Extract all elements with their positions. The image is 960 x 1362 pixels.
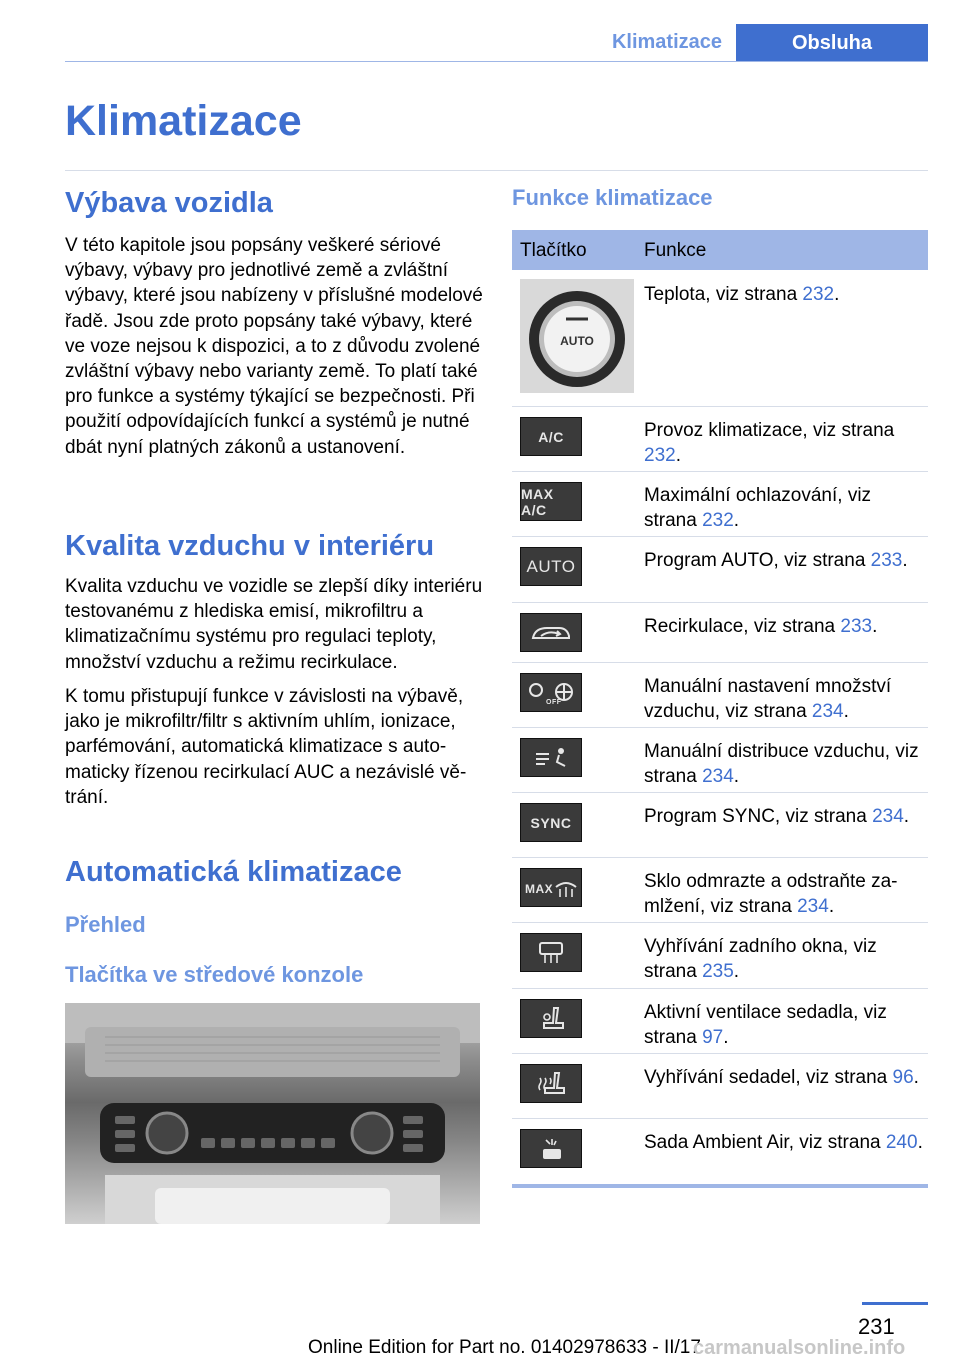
table-header (512, 230, 928, 270)
button-label: AUTO (526, 556, 576, 576)
page-reference-link[interactable]: 233 (870, 550, 903, 571)
heading-tlacitka: Tlačítka ve středové konzole (65, 962, 364, 987)
sentence-end: . (733, 766, 740, 788)
table-row (512, 922, 928, 989)
function-description (644, 548, 924, 573)
max-defrost-icon (520, 868, 582, 907)
function-text: Program AUTO, viz strana (644, 550, 871, 571)
fan-speed-icon (520, 673, 582, 712)
recirculation-icon (520, 613, 582, 652)
svg-text:MAX: MAX (525, 881, 554, 896)
table-row (512, 471, 928, 537)
col-function-header: Funkce (644, 240, 707, 261)
function-description (644, 804, 924, 829)
page-title: Klimatizace (65, 97, 302, 145)
function-text: Vyhřívání zadního okna, viz strana (644, 936, 877, 983)
paragraph-vybava: V této kapitole jsou popsány veškeré sériové výbavy, výbavy pro jednotlivé země a zvláštní výbavy, které jsou nabízeny v příslušné modelové řadě. Jsou zde proto popsány také výbavy, které ve voze nejsou k dispozici, a to z důvodu zvolené zvláštní výbavy nebo varianty země. To platí také pro funkce a systémy týkající se bezpečnosti. Při použití odpovídajících funkcí a systémů je nutné dbát nyní platných zákonů a ustanovení. (65, 235, 483, 458)
function-description (644, 282, 924, 307)
page-reference-link[interactable]: 234 (811, 701, 844, 723)
table-row (512, 1053, 928, 1119)
page-reference-link[interactable]: 232 (802, 284, 835, 305)
page-reference-link[interactable]: 234 (872, 806, 904, 827)
function-text: Aktivní ventilace sedadla, viz strana (644, 1002, 887, 1049)
watermark: carmanualsonline.info (693, 1337, 906, 1359)
table-row (512, 602, 928, 663)
page-number-rule (862, 1302, 928, 1305)
function-description (644, 1065, 924, 1090)
ac-button-icon (520, 417, 582, 456)
button-label: MAX A/C (521, 485, 554, 518)
page-reference-link[interactable]: 235 (702, 961, 734, 983)
function-text: Provoz klimatizace, viz strana (644, 420, 895, 441)
sentence-end: . (917, 1132, 923, 1153)
function-text: Sklo odmrazte a odstraňte zamlžení, viz strana (644, 871, 898, 918)
header-section-label: Klimatizace (611, 31, 723, 53)
button-label: A/C (538, 428, 564, 445)
sentence-end: . (872, 616, 878, 637)
function-text: Teplota, viz strana (644, 284, 803, 305)
sentence-end: . (902, 550, 908, 571)
function-description (644, 869, 924, 920)
sentence-end: . (903, 806, 910, 827)
paragraph-kvalita-2: K tomu přistupují funkce v závislosti na výbavě, jako je mikrofiltr/filtr s aktivním uhlím, ionizace, parfémování, automatická klimatizace s automaticky řízenou recirkulací AUC a nezávislé větrání. (65, 686, 467, 808)
function-text: Recirkulace, viz strana (644, 616, 841, 637)
function-text: Manuální distribuce vzduchu, viz strana (644, 741, 919, 788)
svg-text:OFF: OFF (546, 698, 562, 706)
function-description (644, 1000, 924, 1051)
function-text: Program SYNC, viz strana (644, 806, 873, 827)
page-reference-link[interactable]: 234 (797, 896, 829, 918)
table-row (512, 792, 928, 858)
ambient-air-icon (520, 1129, 582, 1168)
page-reference-link[interactable]: 240 (885, 1132, 918, 1153)
function-text: Maximální ochlazování, viz strana (644, 485, 872, 532)
heading-automaticka: Automatická klimatizace (65, 856, 402, 888)
sentence-end: . (843, 701, 849, 723)
table-row (512, 662, 928, 728)
page-reference-link[interactable]: 234 (702, 766, 734, 788)
function-description (644, 418, 924, 469)
paragraph-kvalita-1: Kvalita vzduchu ve vozidle se zlepší díky interiéru testovanému z hlediska emisí, mikrofiltru a klimatizačnímu systému pro regulaci teploty, množství vzduchu a režimu recirkulace. (65, 576, 483, 673)
edition-note: Online Edition for Part no. 01402978633 - II/17 (308, 1337, 701, 1358)
sentence-end: . (675, 445, 681, 467)
header-rule (65, 61, 928, 62)
page-reference-link[interactable]: 97 (702, 1027, 724, 1049)
sentence-end: . (733, 510, 740, 532)
table-row (512, 406, 928, 472)
col-button-header: Tlačítko (520, 240, 587, 261)
table-row (512, 988, 928, 1054)
function-text: Manuální nastavení množství vzduchu, viz strana (644, 676, 892, 723)
seat-heating-icon (520, 1064, 582, 1103)
sentence-end: . (913, 1067, 919, 1088)
function-text: Vyhřívání sedadel, viz strana (644, 1067, 893, 1088)
rear-defrost-icon (520, 933, 582, 972)
table-end-rule (512, 1184, 928, 1188)
title-separator (65, 170, 928, 171)
max-ac-button-icon (520, 482, 582, 521)
table-row (512, 536, 928, 603)
button-label: SYNC (530, 814, 572, 831)
function-description (644, 934, 924, 985)
sentence-end: . (828, 896, 835, 918)
center-console-photo (65, 1003, 480, 1224)
function-description (644, 1130, 924, 1155)
svg-text:AUTO: AUTO (560, 334, 594, 348)
page-reference-link[interactable]: 232 (702, 510, 734, 532)
table-row (512, 857, 928, 923)
air-distribution-icon (520, 738, 582, 777)
header-chapter-label: Obsluha (736, 24, 928, 62)
heading-kvalita: Kvalita vzduchu v interiéru (65, 530, 435, 562)
function-text: Sada Ambient Air, viz strana (644, 1132, 886, 1153)
page-reference-link[interactable]: 233 (840, 616, 873, 637)
page-number: 231 (858, 1314, 895, 1339)
page-reference-link[interactable]: 96 (892, 1067, 914, 1088)
function-description (644, 674, 924, 725)
table-row (512, 1118, 928, 1185)
sentence-end: . (733, 961, 740, 983)
heading-prehled: Přehled (65, 912, 146, 937)
functions-title: Funkce klimatizace (512, 185, 713, 210)
table-row (512, 270, 928, 407)
heading-vybava: Výbava vozidla (65, 187, 273, 219)
function-description (644, 614, 924, 639)
page-reference-link[interactable]: 232 (644, 445, 676, 467)
seat-ventilation-icon (520, 999, 582, 1038)
function-description (644, 739, 924, 790)
sentence-end: . (834, 284, 840, 305)
table-row (512, 727, 928, 793)
function-description (644, 483, 924, 534)
sentence-end: . (723, 1027, 729, 1049)
auto-button-icon (520, 547, 582, 586)
auto-knob-icon (520, 279, 634, 393)
sync-button-icon (520, 803, 582, 842)
